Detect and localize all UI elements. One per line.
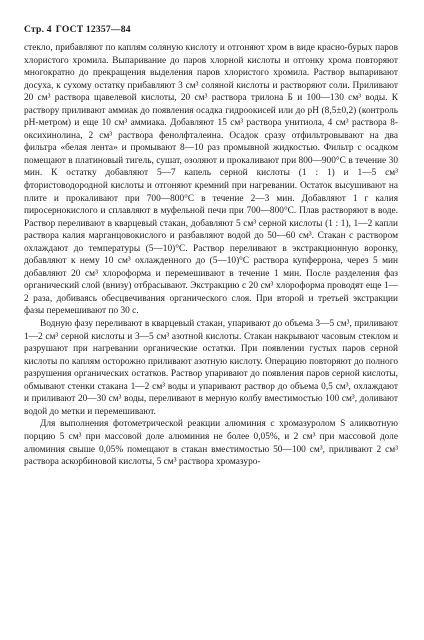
paragraph-chromium-removal: стекло, прибавляют по каплям соляную кислоту и отгоняют хром в виде красно-бурых паров хлористого хромила. Выпаривание до паров хлорной кислоты и отгонку хрома повторяют многократно до прекращения выделения паров хлористого хромила. Раствор выпаривают досуха, к сухому остатку прибавляют 3 см³ соляной кислоты и растворяют соли. Приливают 20 см³ раствора щавелевой кислоты, 20 см³ раствора трилона Б и 100—130 см³ воды. К раствору приливают аммиак до появления осадка гидроокисей или до pH (8,5±0,2) (контроль pH-метром) и еще 10 см³ аммиака. Добавляют 15 см³ раствора унитиола, 4 см³ раствора 8-оксихинолина, 2 см³ раствора фенолфталеина. Осадок сразу отфильтровывают на два фильтра «белая лента» и промывают 8—10 раз промывной жидкостью. Фильтр с осадком помещают в платиновый тигель, сушат, озоляют и прокаливают при 800—900°С в течение 30 мин. К остатку добавляют 5—7 капель серной кислоты (1 : 1) и 1—5 см³ фтористоводородной кислоты и отгоняют кремний при нагревании. Остаток высушивают на плите и прокаливают при 700—800°С в течение 2—3 мин. Добавляют 1 г калия пиросернокислого и сплавляют в муфельной печи при 700—800°С. Плав растворяют в воде. Раствор переливают в кварцевый стакан, добавляют 5 см³ серной кислоты (1 : 1), 1—2 капли раствора калия марганцовокислого и разбавляют водой до 50—60 см³. Стакан с раствором охлаждают до температуры (5—10)°С. Раствор переливают в экстракционную воронку, добавляют к нему 10 см³ охлажденного до (5—10)°С раствора купферрона, через 5 мин добавляют 20 см³ хлороформа и перемешивают в течение 1 мин. После разделения фаз органический слой (внизу) отбрасывают. Экстракцию с 20 см³ хлороформа проводят еще 1—2 раза, добиваясь обесцвечивания органического слоя. При второй и третьей экстракции фазы перемешивают по 30 с. <box>24 43 398 317</box>
paragraph-aqueous-phase: Водную фазу переливают в кварцевый стакан, упаривают до объема 3—5 см³, приливают 1—2 см³ серной кислоты и 3—5 см³ азотной кислоты. Стакан накрывают часовым стеклом и разрушают при нагревании органические остатки. При появлении густых паров серной кислоты по каплям осторожно приливают азотную кислоту. Операцию повторяют до полного разрушения органических остатков. Раствор упаривают до появления паров серной кислоты, обмывают стенки стакана 1—2 см³ воды и упаривают раствор до объема 0,5 см³, охлаждают и приливают 20—30 см³ воды, переливают в мерную колбу вместимостью 100 см³, доливают водой до метки и перемешивают. <box>24 319 398 417</box>
standard-number: ГОСТ 12357—84 <box>55 24 131 35</box>
document-page <box>24 24 398 469</box>
page-header <box>24 24 398 35</box>
body-text <box>24 42 398 469</box>
page-number: Стр. 4 <box>24 24 52 35</box>
paragraph-photometric-reaction: Для выполнения фотометрической реакции алюминия с хромазуролом S аликвотную порцию 5 см³ при массовой доле алюминия не более 0,05%, и 2 см³ при массовой доле алюминия свыше 0,05% помещают в стакан вместимостью 50—100 см³, приливают 2 см³ раствора аскорбиновой кислоты, 5 см³ раствора хромазуро- <box>24 419 398 468</box>
